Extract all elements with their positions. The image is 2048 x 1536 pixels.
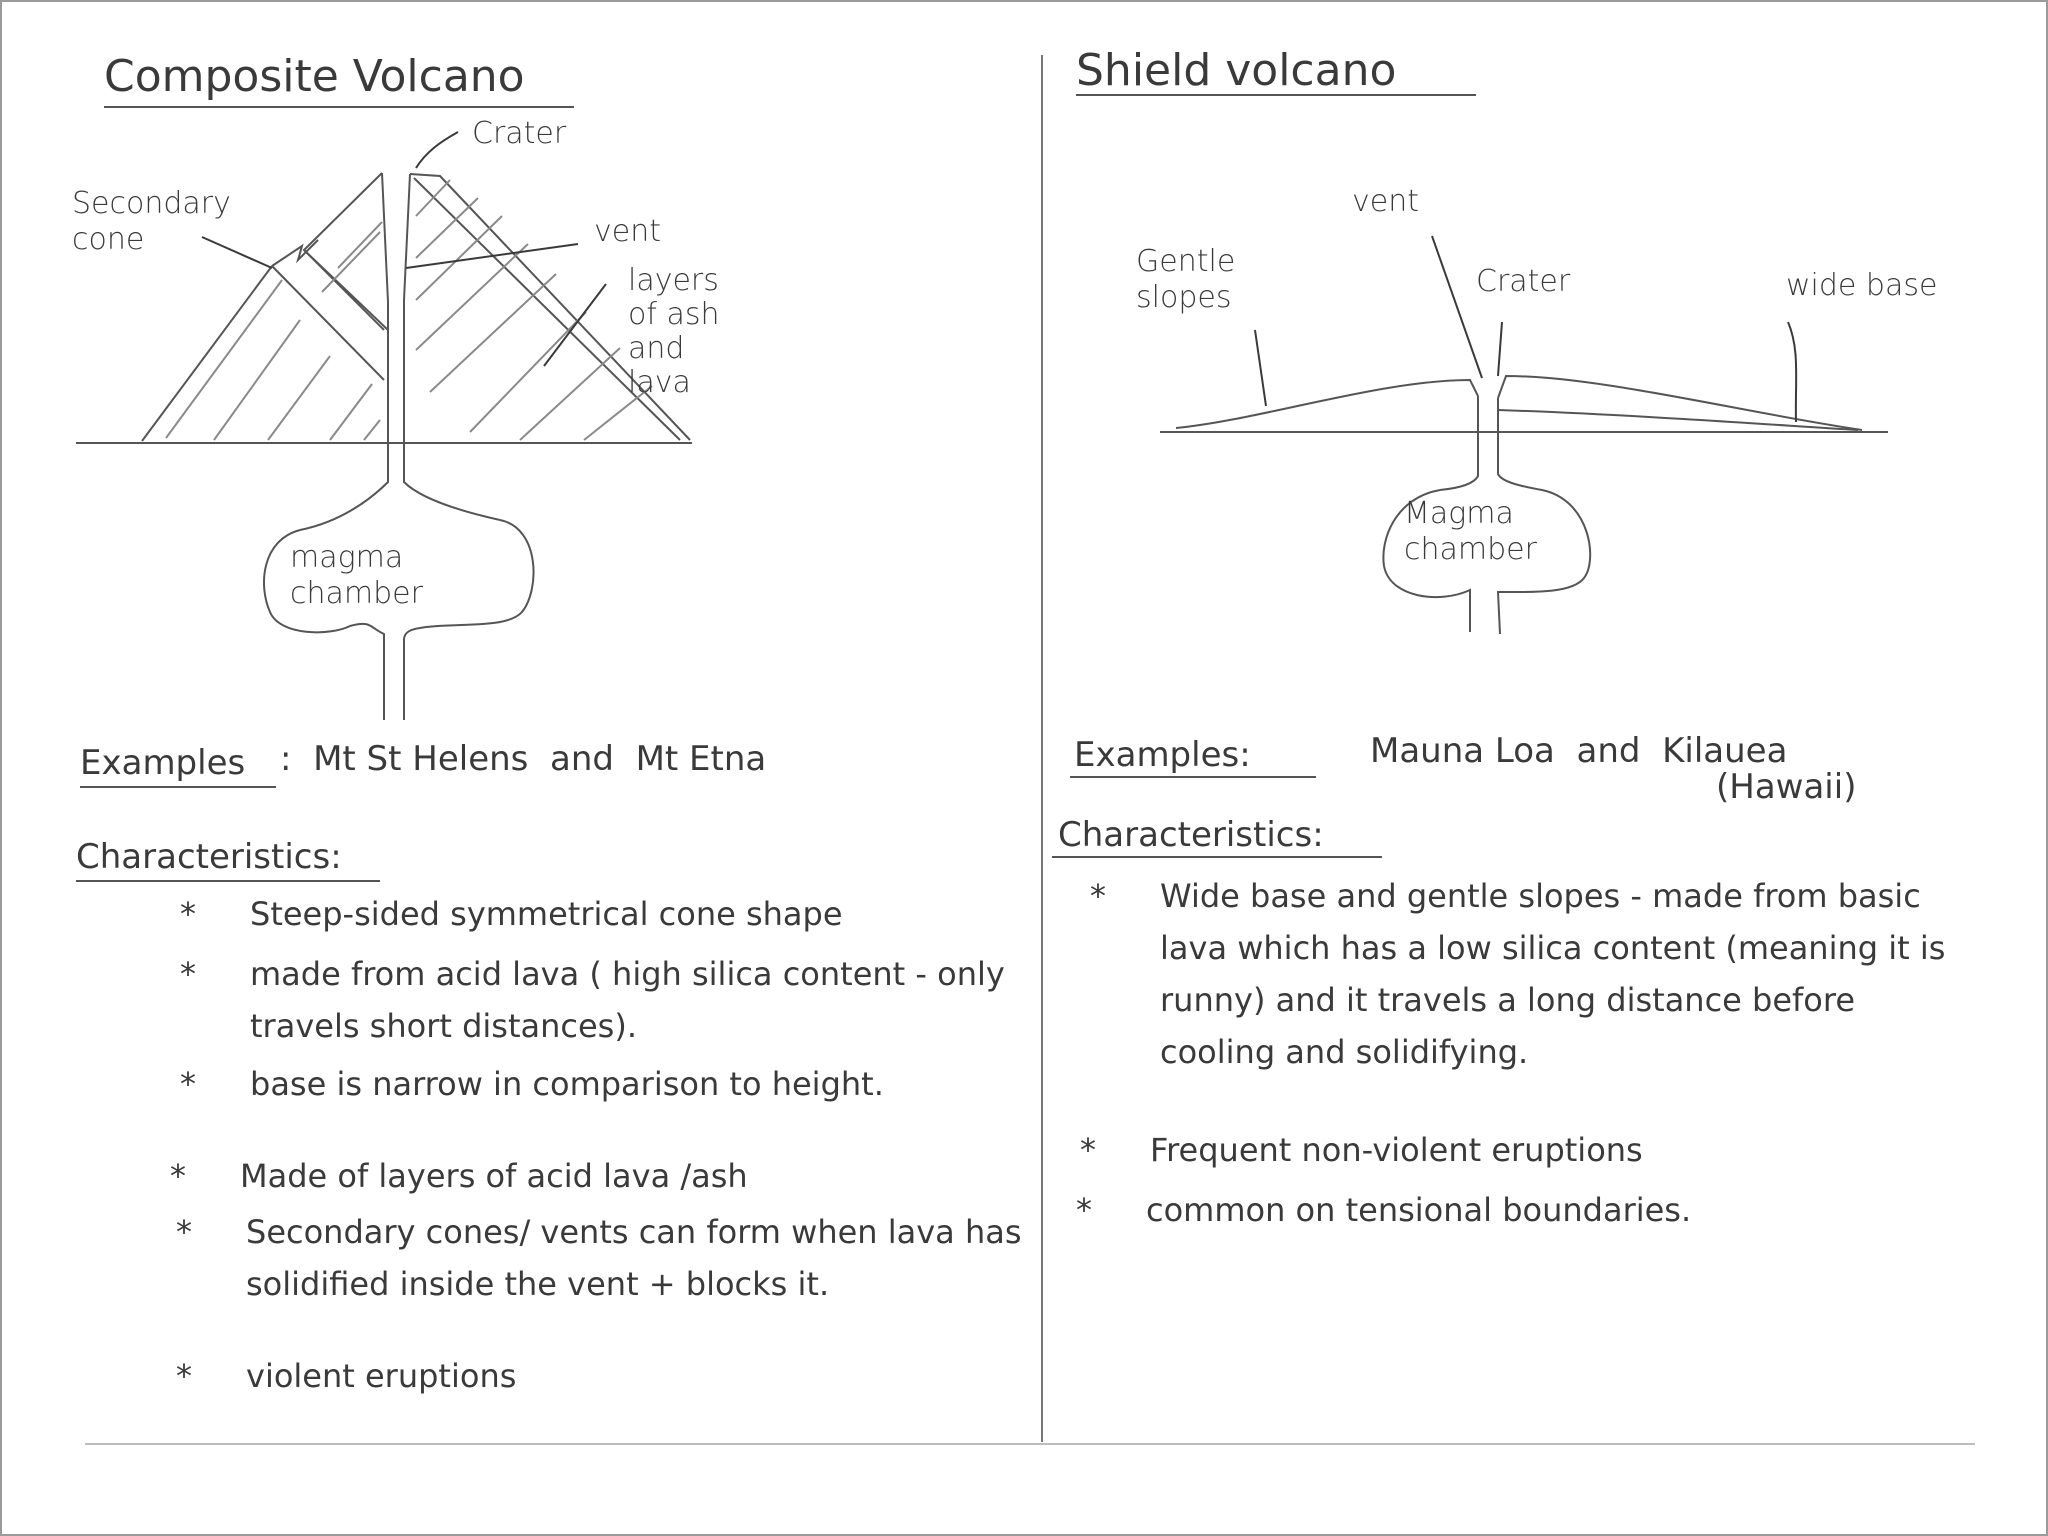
composite-title: Composite Volcano [104,51,525,102]
bullet-text: common on tensional boundaries. [1146,1191,1692,1229]
list-item [180,1058,1060,1162]
bullet-text: violent eruptions [246,1357,517,1395]
shield-title: Shield volcano [1076,45,1397,96]
composite-upper-cone-left [304,173,384,330]
composite-vent-left-upper [382,173,388,443]
crater-pointer [416,132,458,168]
wide-base-pointer [1788,322,1796,422]
shield-vent-left [1440,396,1478,490]
gentle-slopes-pointer [1255,330,1266,406]
list-item [180,948,1060,1052]
magma-chamber-right [404,520,534,720]
bullet-symbol: * [180,955,196,993]
composite-title-underline [104,106,574,108]
composite-vent-right-upper [404,174,410,443]
shield-crater-label: Crater [1476,264,1571,299]
shield-vent-label: vent [1352,184,1419,219]
secondary-cone-label: Secondary cone [72,186,231,257]
crater-label: Crater [472,116,567,151]
composite-magma-chamber-label: magma chamber [290,540,423,611]
composite-characteristics-heading: Characteristics: [76,837,342,877]
list-item [170,1150,1060,1202]
shield-examples-text: Mauna Loa and Kilauea [1370,731,1788,771]
shield-characteristics-heading: Characteristics: [1058,815,1324,855]
list-item [176,1350,1056,1402]
composite-characteristics-underline [76,880,380,882]
shield-examples-note: (Hawaii) [1716,767,1857,807]
shield-examples-underline [1070,776,1316,778]
bullet-text: Wide base and gentle slopes - made from basic lava which has a low silica content (meaning it is runny) and it travels a long distance before cooling and solidifying. [1160,877,1946,1071]
shield-examples-heading: Examples: [1074,735,1251,775]
vent-pointer [406,244,578,268]
secondary-vent-lower [272,266,384,380]
list-item [180,888,1060,940]
pipe-left [300,443,388,530]
bullet-text: Frequent non-violent eruptions [1150,1131,1643,1169]
pipe-right [404,443,500,520]
composite-left-slope [142,266,272,441]
shield-magma-chamber-label: Magma chamber [1404,496,1537,567]
shield-vent-pointer [1432,236,1482,378]
composite-examples-underline [80,786,276,788]
list-item [176,1206,1056,1362]
wide-base-label: wide base [1786,268,1938,303]
bullet-text: Steep-sided symmetrical cone shape [250,895,843,933]
bullet-text: Secondary cones/ vents can form when lava has solidified inside the vent + blocks it. [246,1213,1022,1303]
bullet-symbol: * [180,895,196,933]
bullet-text: base is narrow in comparison to height. [250,1065,884,1103]
secondary-vent-upper [304,250,388,330]
list-item [1076,1184,1976,1236]
bullet-symbol: * [176,1357,192,1395]
shield-characteristics-underline [1052,856,1382,858]
layers-label: layers of ash and lava [628,263,720,400]
vent-label: vent [594,214,661,249]
shield-left-slope [1176,380,1478,428]
shield-title-underline [1076,94,1476,96]
shield-right-slope [1498,376,1862,430]
list-item [1080,1124,1980,1176]
bullet-symbol: * [180,1065,196,1103]
bullet-text: made from acid lava ( high silica content - only travels short distances). [250,955,1005,1045]
bullet-symbol: * [1080,1131,1096,1169]
bullet-symbol: * [176,1213,192,1251]
composite-examples-heading: Examples [80,743,246,783]
list-item [1090,870,1990,1130]
bullet-text: Made of layers of acid lava /ash [240,1157,748,1195]
bullet-symbol: * [1090,877,1106,915]
shield-crater-pointer [1498,322,1502,376]
composite-examples-text: : Mt St Helens and Mt Etna [280,739,767,779]
gentle-slopes-label: Gentle slopes [1136,244,1236,315]
bullet-symbol: * [170,1157,186,1195]
bullet-symbol: * [1076,1191,1092,1229]
